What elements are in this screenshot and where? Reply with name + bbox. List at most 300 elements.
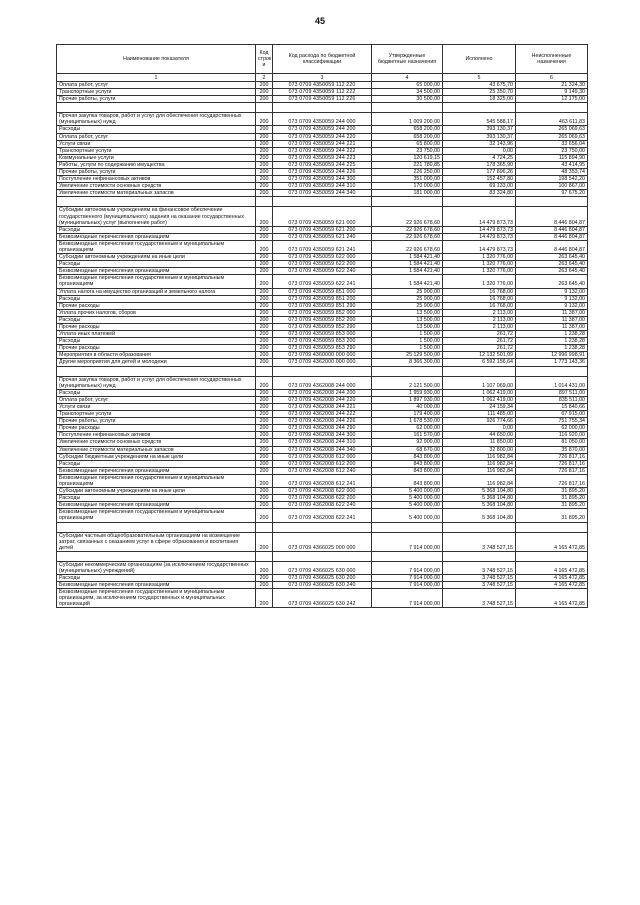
row-kbk: 073 0709 4362008 622 000 bbox=[273, 488, 372, 495]
table-row bbox=[57, 89, 588, 96]
row-code: 200 bbox=[256, 176, 273, 183]
row-code: 200 bbox=[256, 532, 273, 551]
row-code: 200 bbox=[256, 460, 273, 467]
row-executed: 0,00 bbox=[443, 147, 516, 154]
row-code: 200 bbox=[256, 509, 273, 522]
row-executed: 43 675,70 bbox=[443, 82, 516, 89]
row-approved: 22 926 678,60 bbox=[372, 233, 443, 240]
row-approved: 179 400,00 bbox=[372, 411, 443, 418]
table-header-row bbox=[57, 45, 588, 74]
table-row bbox=[57, 352, 588, 359]
row-code: 200 bbox=[256, 495, 273, 502]
row-executed: 1 062 419,00 bbox=[443, 396, 516, 403]
row-executed: 261,72 bbox=[443, 345, 516, 352]
empty-cell bbox=[443, 366, 516, 376]
row-kbk: 073 0709 4350059 244 340 bbox=[273, 190, 372, 197]
column-number: 3 bbox=[273, 74, 372, 82]
row-code: 200 bbox=[256, 126, 273, 133]
row-code: 200 bbox=[256, 403, 273, 410]
row-approved: 65 800,00 bbox=[372, 140, 443, 147]
row-approved: 13 500,00 bbox=[372, 309, 443, 316]
table-row bbox=[57, 140, 588, 147]
header-code: Код строк и bbox=[256, 45, 273, 74]
row-unexecuted: 8 446 804,87 bbox=[516, 240, 588, 253]
row-name: Субсидии автономным учреждениям на иные цели bbox=[57, 254, 256, 261]
row-code: 200 bbox=[256, 169, 273, 176]
table-row bbox=[57, 502, 588, 509]
row-kbk: 073 0709 4362008 244 340 bbox=[273, 446, 372, 453]
row-executed: 16 768,00 bbox=[443, 288, 516, 295]
row-code: 200 bbox=[256, 254, 273, 261]
spacer-row bbox=[57, 103, 588, 113]
row-unexecuted: 1 773 143,36 bbox=[516, 359, 588, 366]
budget-execution-table bbox=[56, 44, 588, 608]
row-executed: 3 748 527,15 bbox=[443, 532, 516, 551]
row-approved: 1 678 530,00 bbox=[372, 418, 443, 425]
table-row bbox=[57, 176, 588, 183]
row-code: 200 bbox=[256, 233, 273, 240]
table-row bbox=[57, 261, 588, 268]
row-executed: 261,72 bbox=[443, 331, 516, 338]
row-code: 200 bbox=[256, 161, 273, 168]
row-approved: 5 400 000,00 bbox=[372, 502, 443, 509]
row-kbk: 073 0709 4350059 244 000 bbox=[273, 113, 372, 126]
row-name: Безвозмездные перечисления организациям bbox=[57, 467, 256, 474]
row-executed: 14 479 873,73 bbox=[443, 207, 516, 226]
row-code: 200 bbox=[256, 345, 273, 352]
row-kbk: 073 0709 4362000 000 000 bbox=[273, 359, 372, 366]
row-approved: 226 250,00 bbox=[372, 169, 443, 176]
row-unexecuted: 21 324,30 bbox=[516, 82, 588, 89]
table-row bbox=[57, 254, 588, 261]
row-kbk: 073 0709 4350059 244 223 bbox=[273, 154, 372, 161]
row-name: Прочие расходы bbox=[57, 345, 256, 352]
row-executed: 3 748 527,15 bbox=[443, 575, 516, 582]
table-row bbox=[57, 432, 588, 439]
row-kbk: 073 0709 4362008 622 200 bbox=[273, 495, 372, 502]
empty-cell bbox=[372, 522, 443, 532]
row-name: Поступление нефинансовых активов bbox=[57, 432, 256, 439]
row-name: Безвозмездные перечисления организациям bbox=[57, 268, 256, 275]
row-name: Увеличение стоимости основных средств bbox=[57, 183, 256, 190]
row-code: 200 bbox=[256, 133, 273, 140]
empty-cell bbox=[516, 197, 588, 207]
row-code: 200 bbox=[256, 439, 273, 446]
table-row bbox=[57, 460, 588, 467]
table-row bbox=[57, 96, 588, 103]
row-approved: 1 584 421,40 bbox=[372, 261, 443, 268]
row-executed: 116 982,84 bbox=[443, 453, 516, 460]
row-code: 200 bbox=[256, 338, 273, 345]
row-name: Коммунальные услуги bbox=[57, 154, 256, 161]
table-row bbox=[57, 582, 588, 589]
row-kbk: 073 0709 4362008 612 240 bbox=[273, 467, 372, 474]
row-unexecuted: 4 165 472,85 bbox=[516, 582, 588, 589]
row-code: 200 bbox=[256, 502, 273, 509]
row-unexecuted: 4 165 472,85 bbox=[516, 575, 588, 582]
empty-cell bbox=[443, 197, 516, 207]
row-name: Субсидии некоммерческим организациям (за исключением государственных (муниципальных) учреждений) bbox=[57, 561, 256, 574]
table-row bbox=[57, 532, 588, 551]
row-code: 200 bbox=[256, 113, 273, 126]
row-name: Уплата прочих налогов, сборов bbox=[57, 309, 256, 316]
row-kbk: 073 0709 4350059 852 000 bbox=[273, 309, 372, 316]
row-unexecuted: 265 069,63 bbox=[516, 126, 588, 133]
row-kbk: 073 0709 4350059 244 300 bbox=[273, 176, 372, 183]
row-unexecuted: 726 817,16 bbox=[516, 474, 588, 487]
row-approved: 5 400 000,00 bbox=[372, 488, 443, 495]
row-executed: 16 768,00 bbox=[443, 302, 516, 309]
table-row bbox=[57, 561, 588, 574]
row-unexecuted: 1 014 431,00 bbox=[516, 376, 588, 389]
row-code: 200 bbox=[256, 82, 273, 89]
row-code: 200 bbox=[256, 207, 273, 226]
row-name: Расходы bbox=[57, 295, 256, 302]
table-row bbox=[57, 467, 588, 474]
table-row bbox=[57, 233, 588, 240]
row-name: Услуги связи bbox=[57, 403, 256, 410]
empty-cell bbox=[516, 551, 588, 561]
empty-cell bbox=[57, 551, 256, 561]
row-kbk: 073 0709 4362008 612 241 bbox=[273, 474, 372, 487]
row-name: Безвозмездные перечисления организациям bbox=[57, 582, 256, 589]
row-executed: 14 479 873,73 bbox=[443, 226, 516, 233]
row-name: Расходы bbox=[57, 261, 256, 268]
row-executed: 5 368 104,80 bbox=[443, 495, 516, 502]
row-unexecuted: 33 656,04 bbox=[516, 140, 588, 147]
row-unexecuted: 463 611,83 bbox=[516, 113, 588, 126]
row-unexecuted: 31 895,20 bbox=[516, 488, 588, 495]
row-approved: 34 500,00 bbox=[372, 89, 443, 96]
empty-cell bbox=[57, 522, 256, 532]
row-name: Увеличение стоимости основных средств bbox=[57, 439, 256, 446]
row-unexecuted: 12 996 998,91 bbox=[516, 352, 588, 359]
row-approved: 62 000,00 bbox=[372, 425, 443, 432]
row-code: 200 bbox=[256, 376, 273, 389]
row-approved: 843 800,00 bbox=[372, 453, 443, 460]
row-executed: 18 325,00 bbox=[443, 96, 516, 103]
row-code: 200 bbox=[256, 140, 273, 147]
row-approved: 22 926 678,60 bbox=[372, 240, 443, 253]
row-name: Работы, услуги по содержанию имущества bbox=[57, 161, 256, 168]
row-unexecuted: 1 238,28 bbox=[516, 338, 588, 345]
spacer-row bbox=[57, 522, 588, 532]
table-row bbox=[57, 439, 588, 446]
row-executed: 3 748 527,15 bbox=[443, 561, 516, 574]
row-kbk: 073 0709 4362008 244 220 bbox=[273, 396, 372, 403]
row-approved: 22 926 678,60 bbox=[372, 226, 443, 233]
table-row bbox=[57, 147, 588, 154]
spacer-row bbox=[57, 551, 588, 561]
row-executed: 24 159,34 bbox=[443, 403, 516, 410]
row-unexecuted: 35 870,00 bbox=[516, 446, 588, 453]
table-row bbox=[57, 403, 588, 410]
row-approved: 1 897 930,00 bbox=[372, 396, 443, 403]
table-row bbox=[57, 113, 588, 126]
table-row bbox=[57, 359, 588, 366]
row-executed: 12 132 501,09 bbox=[443, 352, 516, 359]
row-kbk: 073 0709 4362008 612 200 bbox=[273, 460, 372, 467]
row-kbk: 073 0709 4350059 244 225 bbox=[273, 161, 372, 168]
table-row bbox=[57, 411, 588, 418]
row-code: 200 bbox=[256, 418, 273, 425]
row-approved: 7 914 000,00 bbox=[372, 561, 443, 574]
row-approved: 13 500,00 bbox=[372, 324, 443, 331]
row-approved: 8 366 300,00 bbox=[372, 359, 443, 366]
table-row bbox=[57, 295, 588, 302]
row-kbk: 073 0709 4350059 851 290 bbox=[273, 302, 372, 309]
row-kbk: 073 0709 4350059 112 222 bbox=[273, 89, 372, 96]
row-kbk: 073 0709 4350059 622 241 bbox=[273, 275, 372, 288]
row-unexecuted: 835 511,00 bbox=[516, 396, 588, 403]
row-code: 200 bbox=[256, 147, 273, 154]
row-name: Услуги связи bbox=[57, 140, 256, 147]
row-kbk: 073 0709 4360000 000 000 bbox=[273, 352, 372, 359]
row-code: 200 bbox=[256, 324, 273, 331]
row-name: Прочая закупка товаров, работ и услуг для обеспечения государственных (муниципальных) нужд bbox=[57, 376, 256, 389]
row-code: 200 bbox=[256, 396, 273, 403]
row-unexecuted: 263 645,40 bbox=[516, 275, 588, 288]
row-name: Субсидии автономным учреждениям на иные цели bbox=[57, 488, 256, 495]
row-name: Расходы bbox=[57, 226, 256, 233]
row-name: Расходы bbox=[57, 460, 256, 467]
row-kbk: 073 0709 4366025 630 000 bbox=[273, 561, 372, 574]
row-approved: 30 500,00 bbox=[372, 96, 443, 103]
row-code: 200 bbox=[256, 288, 273, 295]
row-kbk: 073 0709 4350059 851 200 bbox=[273, 295, 372, 302]
row-executed: 926 774,66 bbox=[443, 418, 516, 425]
row-executed: 393 130,37 bbox=[443, 133, 516, 140]
row-code: 200 bbox=[256, 474, 273, 487]
row-kbk: 073 0709 4350059 621 241 bbox=[273, 240, 372, 253]
table-row bbox=[57, 309, 588, 316]
row-approved: 843 800,00 bbox=[372, 474, 443, 487]
row-unexecuted: 100 867,00 bbox=[516, 183, 588, 190]
page-number: 45 bbox=[314, 16, 325, 26]
row-executed: 0,00 bbox=[443, 425, 516, 432]
row-kbk: 073 0709 4350059 852 290 bbox=[273, 324, 372, 331]
row-code: 200 bbox=[256, 488, 273, 495]
row-approved: 25 900,00 bbox=[372, 288, 443, 295]
row-approved: 161 570,00 bbox=[372, 432, 443, 439]
table-row bbox=[57, 589, 588, 608]
row-unexecuted: 31 895,20 bbox=[516, 495, 588, 502]
row-executed: 3 748 527,15 bbox=[443, 582, 516, 589]
row-name: Расходы bbox=[57, 575, 256, 582]
empty-cell bbox=[516, 522, 588, 532]
row-executed: 1 320 776,00 bbox=[443, 261, 516, 268]
row-kbk: 073 0709 4350059 853 290 bbox=[273, 345, 372, 352]
row-name: Безвозмездные перечисления государственным и муниципальным организациям, за исключением государственных и муниципальных организаций bbox=[57, 589, 256, 608]
row-name: Расходы bbox=[57, 316, 256, 323]
empty-cell bbox=[443, 103, 516, 113]
column-number: 6 bbox=[516, 74, 588, 82]
column-number: 1 bbox=[57, 74, 256, 82]
row-code: 200 bbox=[256, 561, 273, 574]
row-code: 200 bbox=[256, 268, 273, 275]
row-executed: 116 982,84 bbox=[443, 467, 516, 474]
row-name: Оплата работ, услуг bbox=[57, 396, 256, 403]
empty-cell bbox=[273, 103, 372, 113]
row-code: 200 bbox=[256, 352, 273, 359]
row-approved: 65 000,00 bbox=[372, 82, 443, 89]
row-approved: 1 500,00 bbox=[372, 331, 443, 338]
row-kbk: 073 0709 4362008 244 200 bbox=[273, 389, 372, 396]
row-kbk: 073 0709 4350059 621 200 bbox=[273, 226, 372, 233]
empty-cell bbox=[256, 197, 273, 207]
header-unexecuted: Неисполненные назначения bbox=[516, 45, 588, 74]
row-unexecuted: 1 238,28 bbox=[516, 345, 588, 352]
table-row bbox=[57, 288, 588, 295]
table-row bbox=[57, 425, 588, 432]
empty-cell bbox=[273, 551, 372, 561]
row-executed: 32 800,00 bbox=[443, 446, 516, 453]
empty-cell bbox=[256, 103, 273, 113]
row-unexecuted: 4 165 472,85 bbox=[516, 532, 588, 551]
empty-cell bbox=[256, 551, 273, 561]
row-unexecuted: 43 414,95 bbox=[516, 161, 588, 168]
row-code: 200 bbox=[256, 261, 273, 268]
row-kbk: 073 0709 4350059 244 226 bbox=[273, 169, 372, 176]
row-executed: 16 768,00 bbox=[443, 295, 516, 302]
row-unexecuted: 15 840,66 bbox=[516, 403, 588, 410]
row-approved: 25 900,00 bbox=[372, 295, 443, 302]
row-kbk: 073 0709 4362008 244 222 bbox=[273, 411, 372, 418]
row-unexecuted: 4 165 472,85 bbox=[516, 589, 588, 608]
row-executed: 14 479 873,73 bbox=[443, 240, 516, 253]
row-code: 200 bbox=[256, 446, 273, 453]
spacer-row bbox=[57, 197, 588, 207]
row-code: 200 bbox=[256, 432, 273, 439]
table-row bbox=[57, 495, 588, 502]
row-unexecuted: 67 915,00 bbox=[516, 411, 588, 418]
row-executed: 3 748 527,15 bbox=[443, 589, 516, 608]
column-number-row bbox=[57, 74, 588, 82]
row-executed: 5 368 104,80 bbox=[443, 502, 516, 509]
row-approved: 40 000,00 bbox=[372, 403, 443, 410]
row-kbk: 073 0709 4350059 853 000 bbox=[273, 331, 372, 338]
header-approved: Утвержденные бюджетные назначения bbox=[372, 45, 443, 74]
row-approved: 7 914 000,00 bbox=[372, 532, 443, 551]
row-kbk: 073 0709 4362008 622 240 bbox=[273, 502, 372, 509]
row-name: Поступление нефинансовых активов bbox=[57, 176, 256, 183]
row-executed: 1 320 776,00 bbox=[443, 254, 516, 261]
row-executed: 178 365,90 bbox=[443, 161, 516, 168]
row-name: Увеличение стоимости материальных запасов bbox=[57, 446, 256, 453]
row-kbk: 073 0709 4350059 853 200 bbox=[273, 338, 372, 345]
row-name: Прочие расходы bbox=[57, 324, 256, 331]
table-row bbox=[57, 453, 588, 460]
row-kbk: 073 0709 4362008 244 226 bbox=[273, 418, 372, 425]
row-unexecuted: 4 165 472,85 bbox=[516, 561, 588, 574]
table-row bbox=[57, 126, 588, 133]
row-executed: 5 368 104,80 bbox=[443, 509, 516, 522]
row-unexecuted: 31 895,20 bbox=[516, 502, 588, 509]
row-unexecuted: 11 387,00 bbox=[516, 324, 588, 331]
row-kbk: 073 0709 4350059 622 000 bbox=[273, 254, 372, 261]
row-kbk: 073 0709 4350059 244 222 bbox=[273, 147, 372, 154]
row-code: 200 bbox=[256, 96, 273, 103]
row-approved: 13 500,00 bbox=[372, 316, 443, 323]
row-executed: 25 350,70 bbox=[443, 89, 516, 96]
row-kbk: 073 0709 4350059 621 240 bbox=[273, 233, 372, 240]
row-executed: 6 592 156,64 bbox=[443, 359, 516, 366]
row-name: Безвозмездные перечисления организациям bbox=[57, 502, 256, 509]
row-name: Безвозмездные перечисления государственным и муниципальным организациям bbox=[57, 474, 256, 487]
row-unexecuted: 11 387,00 bbox=[516, 309, 588, 316]
empty-cell bbox=[256, 522, 273, 532]
spacer-row bbox=[57, 366, 588, 376]
table-row bbox=[57, 161, 588, 168]
empty-cell bbox=[443, 551, 516, 561]
row-unexecuted: 116 920,00 bbox=[516, 432, 588, 439]
row-approved: 5 400 000,00 bbox=[372, 495, 443, 502]
row-approved: 1 009 200,00 bbox=[372, 113, 443, 126]
row-name: Транспортные услуги bbox=[57, 411, 256, 418]
row-executed: 14 479 873,73 bbox=[443, 233, 516, 240]
row-executed: 5 368 104,80 bbox=[443, 488, 516, 495]
row-code: 200 bbox=[256, 589, 273, 608]
row-name: Субсидии частным общеобразовательным организациям на возмещение затрат, связанных с оказанием услуг в сфере образования и воспитания детей bbox=[57, 532, 256, 551]
row-executed: 1 107 069,00 bbox=[443, 376, 516, 389]
row-name: Прочие расходы bbox=[57, 302, 256, 309]
row-executed: 393 130,37 bbox=[443, 126, 516, 133]
row-kbk: 073 0709 4366025 630 200 bbox=[273, 575, 372, 582]
table-row bbox=[57, 345, 588, 352]
row-executed: 1 320 776,00 bbox=[443, 275, 516, 288]
row-unexecuted: 11 387,00 bbox=[516, 316, 588, 323]
row-unexecuted: 198 542,20 bbox=[516, 176, 588, 183]
empty-cell bbox=[372, 366, 443, 376]
row-name: Безвозмездные перечисления государственным и муниципальным организациям bbox=[57, 240, 256, 253]
row-executed: 261,72 bbox=[443, 338, 516, 345]
row-unexecuted: 726 817,16 bbox=[516, 467, 588, 474]
row-unexecuted: 751 755,34 bbox=[516, 418, 588, 425]
row-name: Субсидии бюджетным учреждениям на иные цели bbox=[57, 453, 256, 460]
row-approved: 1 584 421,40 bbox=[372, 275, 443, 288]
row-executed: 152 457,80 bbox=[443, 176, 516, 183]
row-name: Субсидии автономным учреждениям на финансовое обеспечение государственного (муниципального) задания на оказание государственных (муниципальных) услуг (выполнение работ) bbox=[57, 207, 256, 226]
row-executed: 177 896,26 bbox=[443, 169, 516, 176]
row-code: 200 bbox=[256, 309, 273, 316]
empty-cell bbox=[273, 197, 372, 207]
row-unexecuted: 263 645,40 bbox=[516, 268, 588, 275]
row-unexecuted: 9 132,00 bbox=[516, 288, 588, 295]
row-kbk: 073 0709 4362008 244 310 bbox=[273, 439, 372, 446]
row-code: 200 bbox=[256, 467, 273, 474]
row-code: 200 bbox=[256, 226, 273, 233]
row-approved: 25 129 500,00 bbox=[372, 352, 443, 359]
row-executed: 2 113,00 bbox=[443, 324, 516, 331]
row-unexecuted: 31 895,20 bbox=[516, 509, 588, 522]
row-name: Транспортные услуги bbox=[57, 89, 256, 96]
header-kbk: Код расхода по бюджетной классификации bbox=[273, 45, 372, 74]
row-approved: 7 914 000,00 bbox=[372, 589, 443, 608]
row-name: Уплата иных платежей bbox=[57, 331, 256, 338]
empty-cell bbox=[516, 103, 588, 113]
row-kbk: 073 0709 4366025 630 242 bbox=[273, 589, 372, 608]
row-executed: 111 485,00 bbox=[443, 411, 516, 418]
row-kbk: 073 0709 4350059 851 000 bbox=[273, 288, 372, 295]
row-approved: 843 800,00 bbox=[372, 467, 443, 474]
row-executed: 4 724,25 bbox=[443, 154, 516, 161]
row-code: 200 bbox=[256, 275, 273, 288]
row-approved: 25 900,00 bbox=[372, 302, 443, 309]
row-approved: 1 500,00 bbox=[372, 338, 443, 345]
row-approved: 22 926 678,60 bbox=[372, 207, 443, 226]
table-row bbox=[57, 268, 588, 275]
row-executed: 44 650,00 bbox=[443, 432, 516, 439]
